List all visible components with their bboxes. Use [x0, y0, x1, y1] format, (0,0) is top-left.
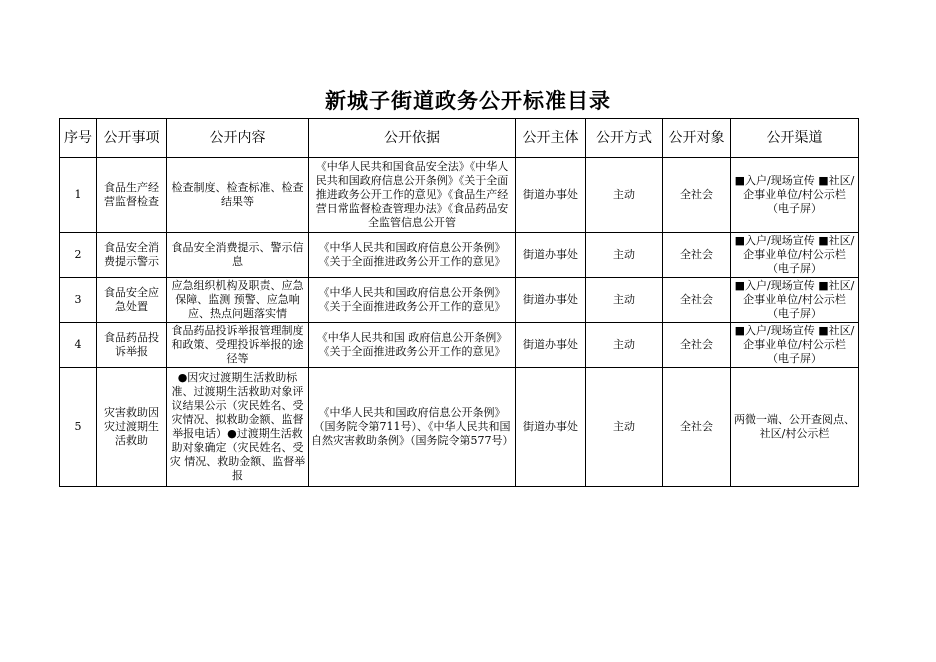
- table-row: [60, 368, 859, 487]
- row-seq: 4: [60, 323, 97, 368]
- row-item: [97, 233, 167, 278]
- header-method: 公开方式: [586, 119, 663, 158]
- row-basis: [309, 368, 516, 487]
- row-basis-text: 《中华人民共和国政府信息公开条例》《关于全面推进政务公开工作的意见》: [318, 286, 506, 313]
- row-content: [167, 278, 309, 323]
- row-channel: [731, 368, 859, 487]
- row-method: 主动: [586, 323, 663, 368]
- row-item-text: 食品安全消费提示警示: [104, 241, 159, 268]
- row-seq: 1: [60, 158, 97, 233]
- row-channel-text: 两微一端、公开查阅点、社区/村公示栏: [734, 413, 855, 440]
- header-basis: 公开依据: [309, 119, 516, 158]
- row-basis: [309, 278, 516, 323]
- row-method: 主动: [586, 278, 663, 323]
- row-method: 主动: [586, 368, 663, 487]
- disclosure-catalog-table: [59, 118, 859, 487]
- table-row: [60, 323, 859, 368]
- row-content-text: ●因灾过渡期生活救助标准、过渡期生活救助对象评议结果公示（灾民姓名、受灾情况、拟救助金额、监督举报电话）●过渡期生活救助对象确定（灾民姓名、受灾 情况、救助金额、监督举报: [169, 371, 306, 482]
- row-channel-text: ■入户/现场宣传 ■社区/企事业单位/村公示栏（电子屏）: [734, 324, 855, 365]
- row-subject: 街道办事处: [516, 323, 586, 368]
- row-basis-text: 《中华人民共和国政府信息公开条例》（国务院令第711号）、《中华人民共和国自然灾害救助条例》（国务院令第577号）: [311, 406, 513, 447]
- header-target: 公开对象: [663, 119, 731, 158]
- row-content-text: 检查制度、检查标准、检查结果等: [171, 181, 304, 208]
- header-channel: 公开渠道: [731, 119, 859, 158]
- row-content: [167, 368, 309, 487]
- row-seq: 2: [60, 233, 97, 278]
- row-basis: [309, 158, 516, 233]
- row-item: [97, 368, 167, 487]
- row-content-text: 应急组织机构及职责、应急保障、监测 预警、应急响应、热点问题落实情: [171, 279, 304, 320]
- row-basis-text: 《中华人民共和国食品安全法》《中华人民共和国政府信息公开条例》《关于全面推进政务公开工作的意见》《食品生产经营日常监督检查管理办法》《食品药品安全监管信息公开管: [315, 160, 509, 229]
- row-basis: [309, 233, 516, 278]
- row-channel: [731, 233, 859, 278]
- row-target: 全社会: [663, 233, 731, 278]
- row-content: [167, 158, 309, 233]
- row-content: [167, 233, 309, 278]
- row-target: 全社会: [663, 323, 731, 368]
- row-method: 主动: [586, 158, 663, 233]
- row-content-text: 食品安全消费提示、警示信息: [171, 241, 304, 268]
- row-target: 全社会: [663, 158, 731, 233]
- row-content-text: 食品药品投诉举报管理制度和政策、受理投诉举报的途径等: [171, 324, 304, 365]
- row-content: [167, 323, 309, 368]
- table-row: [60, 233, 859, 278]
- row-basis: [309, 323, 516, 368]
- row-channel-text: ■入户/现场宣传 ■社区/企事业单位/村公示栏（电子屏）: [734, 234, 855, 275]
- header-row: [60, 119, 859, 158]
- row-item-text: 灾害救助因灾过渡期生活救助: [104, 406, 159, 447]
- page-title: 新城子街道政务公开标准目录: [325, 89, 611, 113]
- row-target: 全社会: [663, 368, 731, 487]
- row-channel-text: ■入户/现场宣传 ■社区/企事业单位/村公示栏（电子屏）: [734, 174, 855, 215]
- row-channel: [731, 158, 859, 233]
- row-channel: [731, 323, 859, 368]
- row-subject: 街道办事处: [516, 158, 586, 233]
- header-seq: 序号: [60, 119, 97, 158]
- row-channel-text: ■入户/现场宣传 ■社区/企事业单位/村公示栏（电子屏）: [734, 279, 855, 320]
- row-item-text: 食品生产经营监督检查: [104, 181, 159, 208]
- row-seq: 3: [60, 278, 97, 323]
- table-row: [60, 158, 859, 233]
- row-channel: [731, 278, 859, 323]
- row-subject: 街道办事处: [516, 278, 586, 323]
- row-seq: 5: [60, 368, 97, 487]
- row-basis-text: 《中华人民共和国 政府信息公开条例》《关于全面推进政务公开工作的意见》: [316, 331, 508, 358]
- row-target: 全社会: [663, 278, 731, 323]
- row-item: [97, 158, 167, 233]
- header-item: 公开事项: [97, 119, 167, 158]
- row-item: [97, 323, 167, 368]
- row-subject: 街道办事处: [516, 368, 586, 487]
- row-method: 主动: [586, 233, 663, 278]
- row-subject: 街道办事处: [516, 233, 586, 278]
- row-item-text: 食品安全应急处置: [104, 286, 159, 313]
- row-item-text: 食品药品投诉举报: [104, 331, 159, 358]
- table-row: [60, 278, 859, 323]
- row-item: [97, 278, 167, 323]
- header-content: 公开内容: [167, 119, 309, 158]
- row-basis-text: 《中华人民共和国政府信息公开条例》《关于全面推进政务公开工作的意见》: [318, 241, 506, 268]
- header-subject: 公开主体: [516, 119, 586, 158]
